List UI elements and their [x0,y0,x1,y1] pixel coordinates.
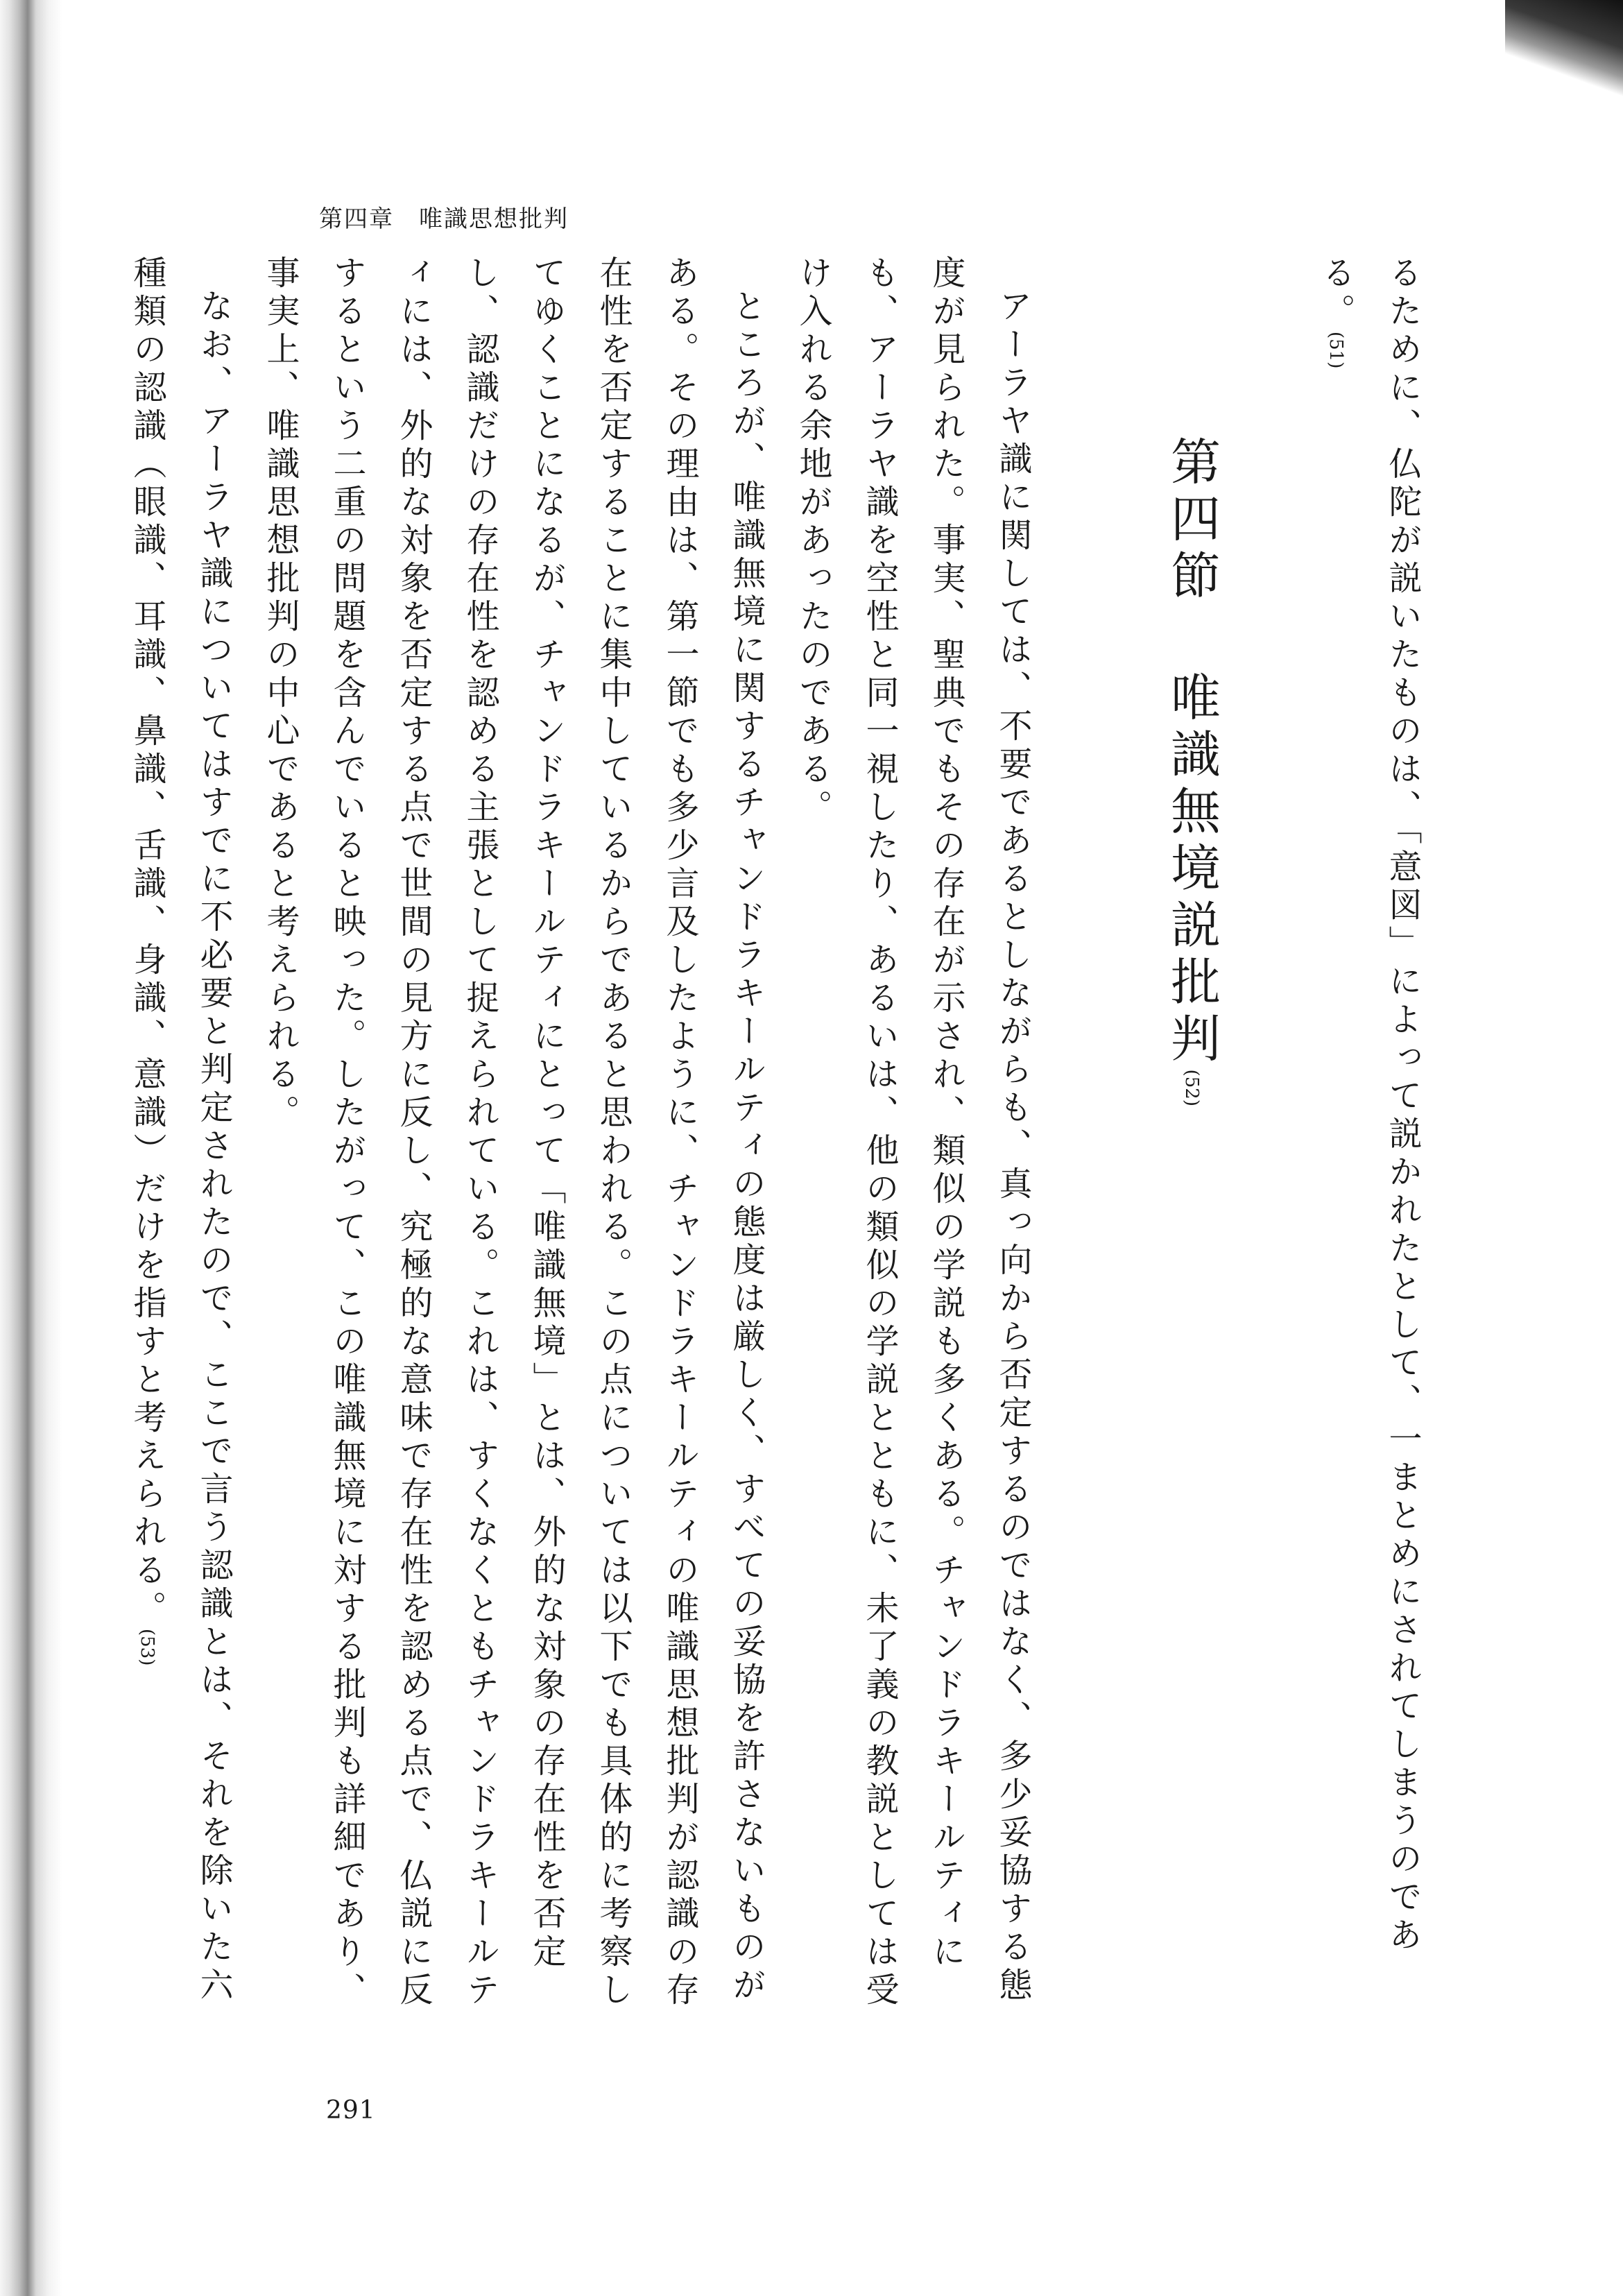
footnote-ref-51: (51) [1325,332,1346,369]
page-number: 291 [326,2096,376,2125]
running-head: 第四章 唯識思想批判 [319,205,569,233]
footnote-ref-53: (53) [137,1629,157,1666]
body-paragraph-1: アーラヤ識に関しては、不要であるとしながらも、真っ向から否定するのではなく、多少妥協する態度が見られた。事実、聖典でもその存在が示され、類似の学説も多くある。チャンドラキールティにも、アーラヤ識を空性と同一視したり、あるいは、他の類似の学説とともに、未了義の教説としては受け入れる余地があったのである。 [793,255,1032,2010]
section-label: 第四節 [1162,436,1221,606]
vertical-text-block [114,255,1436,2031]
section-heading [1157,255,1226,2031]
section-title-text: 唯識無境説批判 [1162,671,1221,1070]
carryover-text: るために、仏陀が説いたものは、「意図」によって説かれたとして、一まとめにされてしまうのである。 [1316,255,1422,1955]
body-paragraph-3-text: なお、アーラヤ識についてはすでに不必要と判定されたので、ここで言う認識とは、それを除いた六種類の認識（眼識、耳識、鼻識、舌識、身識、意識）だけを指すと考えられる。 [128,255,233,2005]
carryover-paragraph [1303,255,1436,2031]
scan-binding-edge [0,0,62,2296]
body-paragraph-2: ところが、唯識無境に関するチャンドラキールティの態度は厳しく、すべての妥協を許さないものがある。その理由は、第一節でも多少言及したように、チャンドラキールティの唯識思想批判が認識の存在性を否定することに集中しているからであると思われる。この点については以下でも具体的に考察してゆくことになるが、チャンドラキールティにとって「唯識無境」とは、外的な対象の存在性を否定し、認識だけの存在性を認める主張として捉えられている。これは、すくなくともチャンドラキールティには、外的な対象を否定する点で世間の見方に反し、究極的な意味で存在性を認める点で、仏説に反するという二重の問題を含んでいると映った。したがって、この唯識無境に対する批判も詳細であり、事実上、唯識思想批判の中心であると考えられる。 [261,255,766,2010]
footnote-ref-52: (52) [1181,1069,1202,1106]
scan-corner-shadow [1505,0,1623,118]
body-paragraph-3 [114,255,247,2031]
